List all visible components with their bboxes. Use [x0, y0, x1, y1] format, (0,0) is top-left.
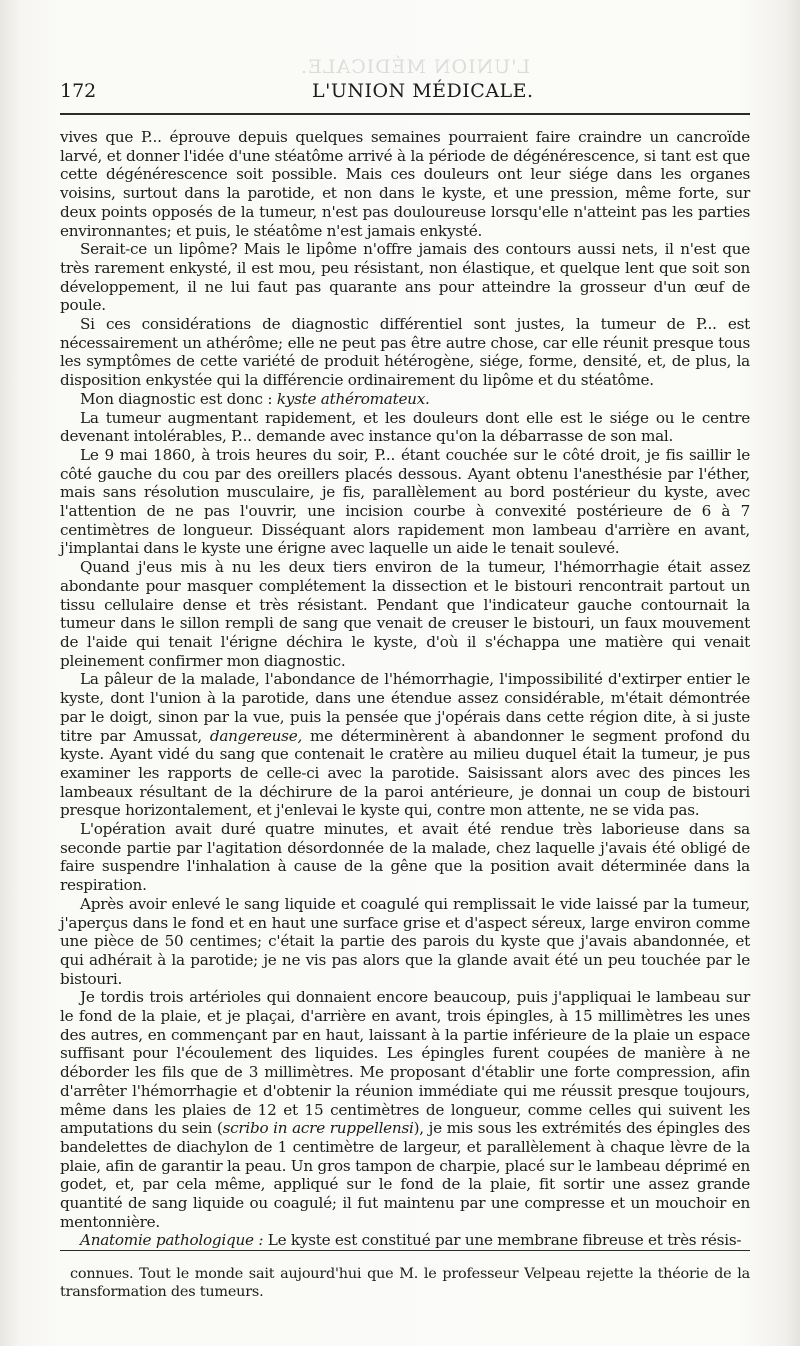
page-header [60, 78, 748, 108]
running-title: L'UNION MÉDICALE. [312, 80, 534, 102]
paragraph [60, 446, 750, 558]
italic-text: kyste athéromateux. [276, 389, 430, 408]
footnote-rule [60, 1250, 750, 1251]
text-run: La pâleur de la malade, l'abondance de l'hémorrhagie, l'impossibilité d'extirper entier le kyste, dont l'union à la parotide, dans une étendue assez considérable, m'était démontrée par le doigt, sinon par la vue, puis la pensée que j'opérais dans cette région dite, à si juste titre par Amussat, [60, 670, 750, 745]
paragraph [60, 128, 750, 240]
paragraph [60, 240, 750, 315]
paragraph [60, 390, 750, 409]
paragraph [60, 988, 750, 1231]
text-run: La tumeur augmentant rapidement, et les douleurs dont elle est le siége ou le centre devenant intolérables, P... demande avec instance qu'on la débarrasse de son mal. [60, 408, 750, 446]
paragraph [60, 558, 750, 670]
text-run: L'opération avait duré quatre minutes, et avait été rendue très laborieuse dans sa seconde partie par l'agitation désordonnée de la malade, chez laquelle j'avais été obligé de faire suspendre l'inhalation à cause de la gêne que la position avait déterminée dans la respiration. [60, 820, 750, 895]
article-body [60, 128, 750, 1250]
paragraph [60, 820, 750, 895]
text-run: Le 9 mai 1860, à trois heures du soir, P... étant couchée sur le côté droit, je fis saillir le côté gauche du cou par des oreillers placés dessous. Ayant obtenu l'anesthésie par l'éther, mais sans résolution musculaire, je fis, parallèlement au bord postérieur du kyste, avec l'attention de ne pas l'ouvrir, une incision courbe à convexité postérieure de 6 à 7 centimètres de longueur. Disséquant alors rapidement mon lambeau d'arrière en avant, j'implantai dans le kyste une érigne avec laquelle un aide le tenait soulevé. [60, 445, 750, 558]
text-run: ), je mis sous les extrémités des épingles des bandelettes de diachylon de 1 centimètre de largeur, et parallèlement à chaque lèvre de la plaie, afin de garantir la peau. Un gros tampon de charpie, placé sur le lambeau déprimé en godet, et, par cela même, appliqué sur le fond de la plaie, fit sortir une assez grande quantité de sang liquide ou coagulé; il fut maintenu par une compresse et un mouchoir en mentonnière. [60, 1119, 750, 1231]
text-run: vives que P... éprouve depuis quelques semaines pourraient faire craindre un cancroïde larvé, et donner l'idée d'une stéatôme arrivé à la période de dégénérescence, si tant est que cette dégénérescence soit possible. Mais ces douleurs ont leur siége dans les organes voisins, surtout dans la parotide, et non dans le kyste, et une pression, même forte, sur deux points opposés de la tumeur, n'est pas douloureuse lorsqu'elle n'atteint pas les parties environnantes; et puis, le stéatôme n'est jamais enkysté. [60, 128, 750, 240]
header-rule [60, 113, 750, 115]
text-run: Quand j'eus mis à nu les deux tiers environ de la tumeur, l'hémorrhagie était assez abondante pour masquer complétement la dissection et le bistouri rencontrait partout un tissu cellulaire dense et très résistant. Pendant que l'indicateur gauche contournait la tumeur dans le sillon rempli de sang que venait de creuser le bistouri, un faux mouvement de l'aide qui tenait l'érigne déchira le kyste, d'où il s'échappa une matière qui venait pleinement confirmer mon diagnostic. [60, 558, 750, 670]
paragraph [60, 315, 750, 390]
italic-text: Anatomie pathologique : [80, 1231, 264, 1250]
text-run: Si ces considérations de diagnostic différentiel sont justes, la tumeur de P... est nécessairement un athérôme; elle ne peut pas être autre chose, car elle réunit presque tous les symptômes de cette variété de produit hétérogène, siége, forme, densité, et, de plus, la disposition enkystée qui la différencie ordinairement du lipôme et du stéatôme. [60, 315, 750, 390]
text-run: Serait-ce un lipôme? Mais le lipôme n'offre jamais des contours aussi nets, il n'est que très rarement enkysté, il est mou, peu résistant, non élastique, et quelque lent que soit son développement, il ne lui faut pas quarante ans pour atteindre la grosseur d'un œuf de poule. [60, 240, 750, 315]
text-run: Je tordis trois artérioles qui donnaient encore beaucoup, puis j'appliquai le lambeau sur le fond de la plaie, et je plaçai, d'arrière en avant, trois épingles, à 15 millimètres les unes des autres, en commençant par en haut, laissant à la partie inférieure de la plaie un espace suffisant pour l'écoulement des liquides. Les épingles furent coupées de manière à ne déborder les fils que de 3 millimètres. Me proposant d'établir une forte compression, afin d'arrêter l'hémorrhagie et d'obtenir la réunion immédiate qui me réussit presque toujours, même dans les plaies de 12 et 15 centimètres de longueur, comme celles qui suivent les amputations du sein ( [60, 988, 750, 1138]
text-run: Le kyste est constitué par une membrane fibreuse et très résis- [263, 1231, 742, 1250]
paragraph [60, 409, 750, 446]
italic-text: scribo in acre ruppellensi [222, 1119, 414, 1138]
paragraph [60, 670, 750, 820]
text-run: Après avoir enlevé le sang liquide et coagulé qui remplissait le vide laissé par la tumeur, j'aperçus dans le fond et en haut une surface grise et d'aspect séreux, large environ comme une pièce de 50 centimes; c'était la partie des parois du kyste que j'avais abandonnée, et qui adhérait à la parotide; je ne vis pas alors que la glande avait été un peu touchée par le bistouri. [60, 894, 750, 988]
footnote: connues. Tout le monde sait aujourd'hui que M. le professeur Velpeau rejette la théorie de la transformation des tumeurs. [60, 1266, 750, 1300]
text-run: Mon diagnostic est donc : [80, 389, 277, 408]
paragraph [60, 1231, 750, 1250]
paragraph [60, 895, 750, 989]
text-run: me déterminèrent à abandonner le segment profond du kyste. Ayant vidé du sang que contenait le cratère au milieu duquel était la tumeur, je pus examiner les rapports de celle-ci avec la parotide. Saisissant alors avec des pinces les lambeaux résultant de la déchirure de la paroi antérieure, je donnai un coup de bistouri presque horizontalement, et j'enlevai le kyste qui, contre mon attente, ne se vida pas. [60, 726, 750, 820]
show-through-text: L'UNION MÉDICALE. [300, 56, 531, 78]
italic-text: dangereuse, [209, 726, 303, 745]
page-number: 172 [60, 80, 97, 102]
